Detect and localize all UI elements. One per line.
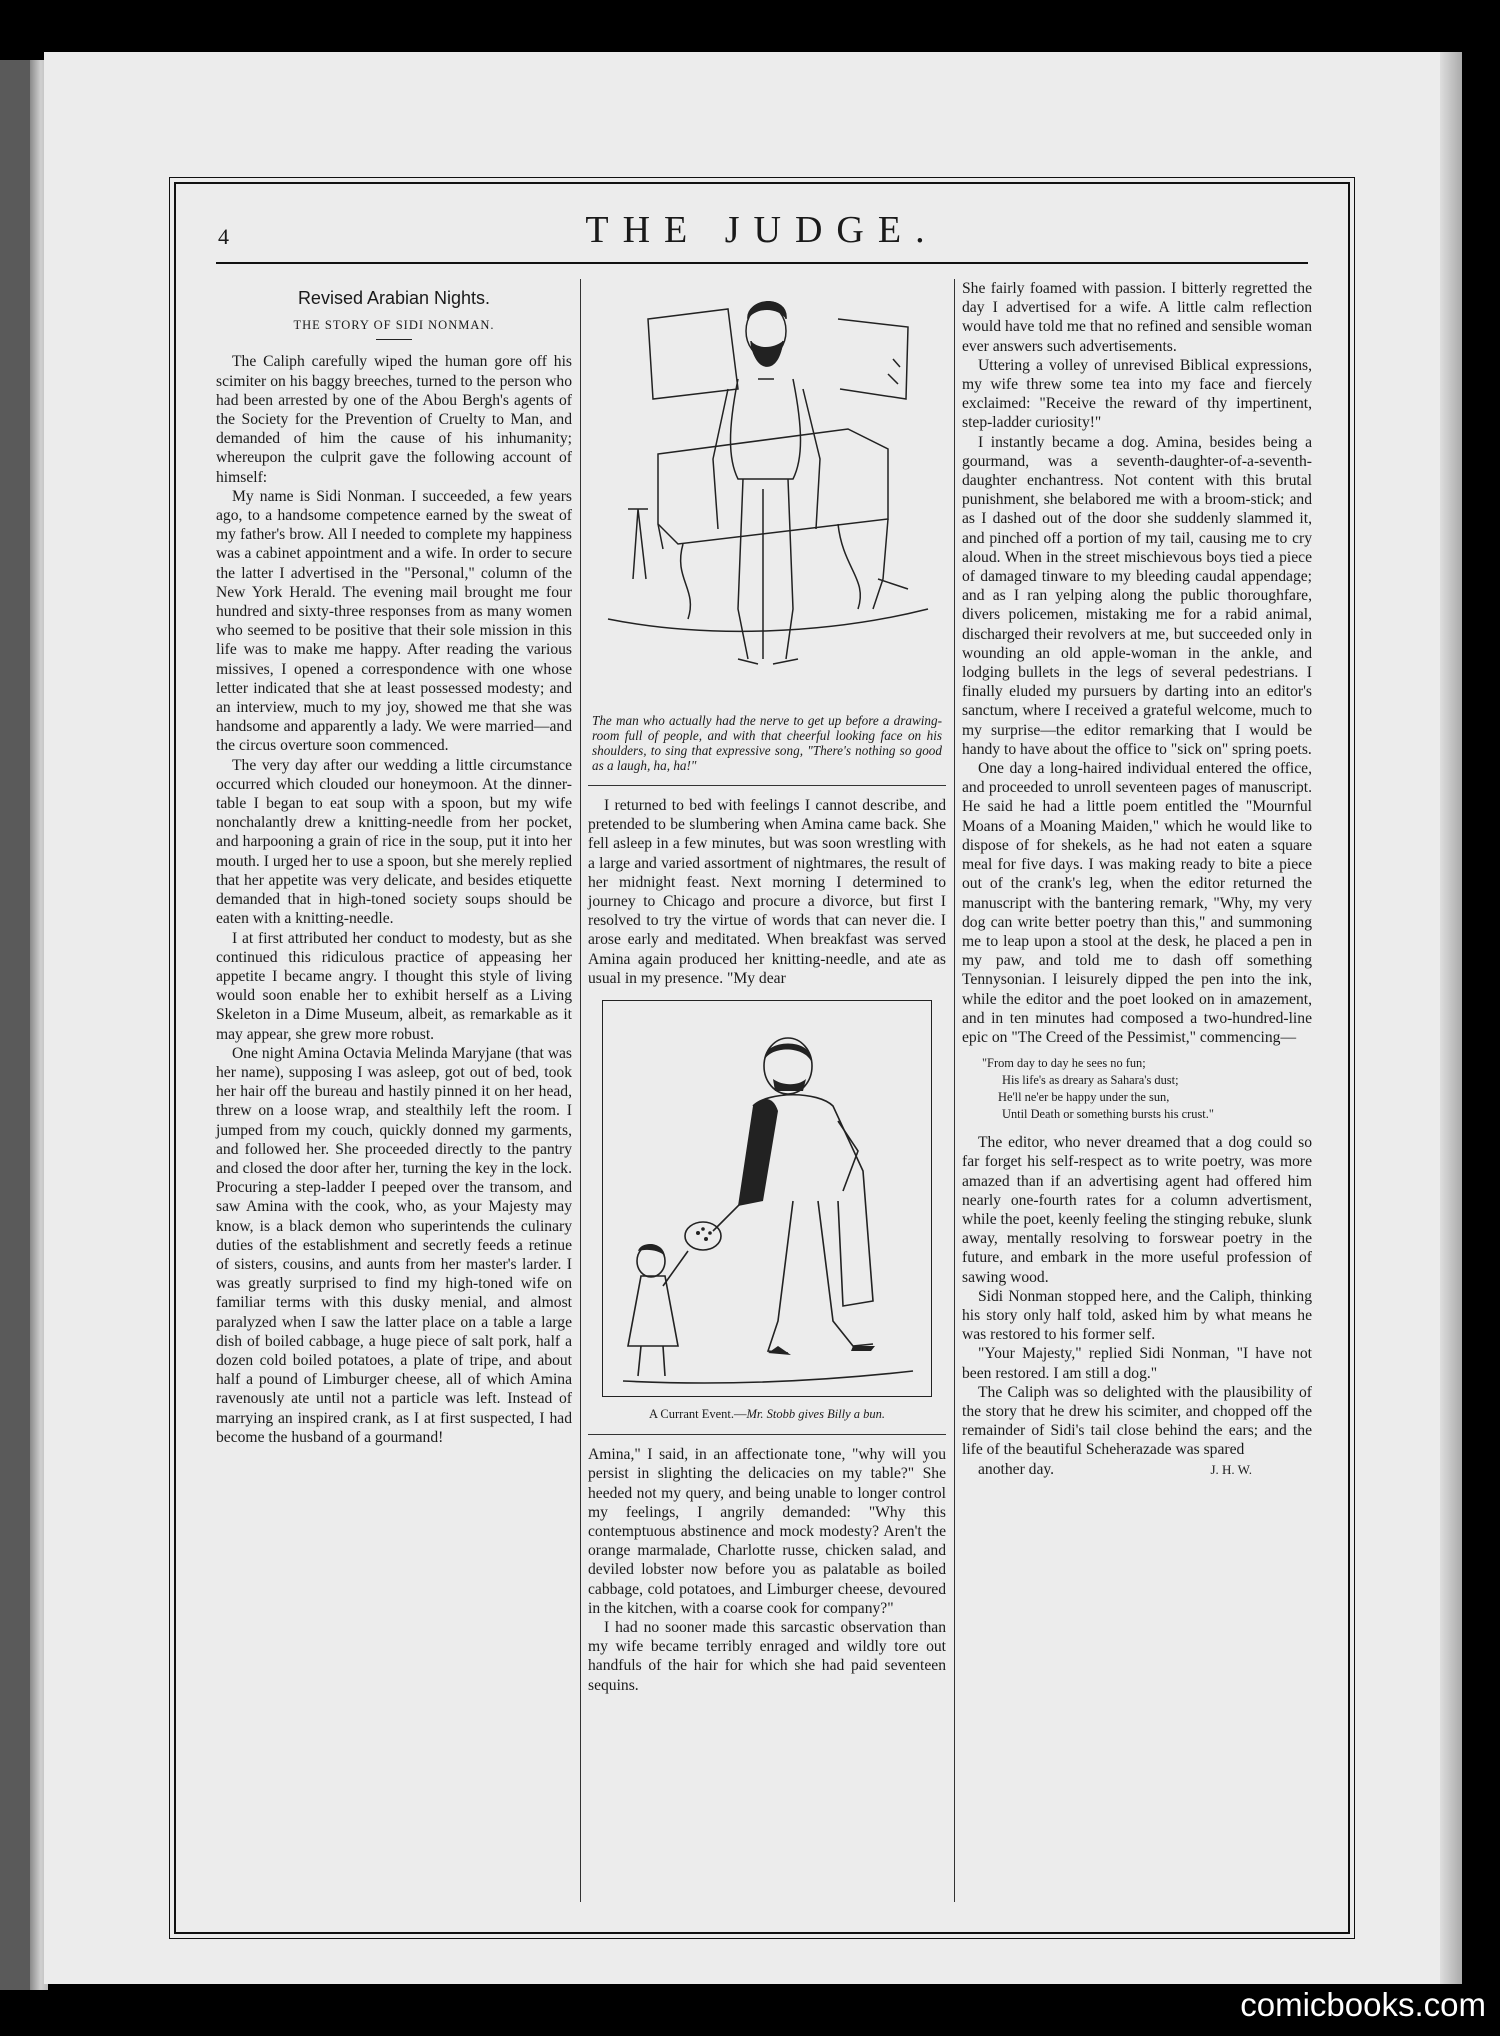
paragraph: One night Amina Octavia Melinda Maryjane (that was her name), supposing I was asleep, got out of bed, took her hair off the bureau and hastily pinned it on her head, threw on a loose wrap, and stealthily left the room. I jumped from my couch, quickly donned my garments, and followed her. She proceeded directly to the pantry and closed the door after her, turning the key in the lock. Procuring a step-ladder I peeped over the transom, and saw Amina with the cook, who, as your Majesty may know, is a black demon who superintends the culinary duties of the establishment and secretly feeds a retinue of sisters, cousins, and aunts from her master's larder. I was greatly surprised to find my high-toned wife on familiar terms with this dusky menial, and almost paralyzed when I saw the latter place on a table a large dish of boiled cabbage, a huge piece of salt pork, half a dozen cold boiled potatoes, a plate of tripe, and about half a pound of Limburger cheese, all of which Amina ravenously ate until not a particle was left. Instead of marrying an inspired crank, as I at first suspected, I had become the husband of a gourmand! [216, 1044, 572, 1446]
column-3 [962, 279, 1312, 1479]
paragraph: Uttering a volley of unrevised Biblical expressions, my wife threw some tea into my face and fiercely exclaimed: "Receive the reward of thy impertinent, step-ladder curiosity!" [962, 356, 1312, 432]
illustration-caption: The man who actually had the nerve to get up before a drawing-room full of people, and with that cheerful looking face on his shoulders, to sing that expressive song, "There's nothing so good as a laugh, ha, ha!" [592, 713, 942, 773]
paragraph: "Your Majesty," replied Sidi Nonman, "I have not been restored. I am still a dog." [962, 1345, 1312, 1382]
column-rule [954, 279, 955, 1902]
poem-line: "From day to day he sees no fun; [982, 1056, 1146, 1071]
column-1 [216, 279, 572, 1447]
caption-text: Mr. Stobb gives Billy a bun. [746, 1407, 886, 1422]
paragraph: I at first attributed her conduct to modesty, but as she continued this ridiculous practice of appeasing her appetite I became angry. I thought this style of living would soon enable her to exhibit herself as a Living Skeleton in a Dime Museum, albeit, as remarkable as it may appear, she grew more robust. [216, 929, 572, 1043]
paragraph: She fairly foamed with passion. I bitterly regretted the day I advertised for a wife. A little calm reflection would have told me that no refined and sensible woman ever answers such advertisements. [962, 280, 1312, 355]
singer-illustration [588, 279, 946, 711]
paragraph: I had no sooner made this sarcastic observation than my wife became terribly enraged and wildly tore out handfuls of the hair for which she had paid seventeen sequins. [588, 1619, 946, 1694]
title-rule [376, 339, 412, 340]
illustration-singer [588, 279, 946, 711]
poem-line: He'll ne'er be happy under the sun, [998, 1090, 1170, 1105]
column-rule [580, 279, 581, 1902]
watermark: comicbooks.com [1240, 1986, 1486, 2023]
header [176, 184, 1348, 250]
paragraph: I returned to bed with feelings I cannot describe, and pretended to be slumbering when Amina came back. She fell asleep in a few minutes, but was soon wrestling with a large and varied assortment of nightmares, the result of her midnight feast. Next morning I determined to journey to Chicago and procure a divorce, but first I resolved to try the virtue of words that can never die. I arose early and meditated. When breakfast was served Amina again produced her knitting-needle, and ate as usual in my presence. "My dear [588, 797, 946, 987]
paragraph: The editor, who never dreamed that a dog could so far forget his self-respect as to write poetry, was more amazed than if an advertising agent had offered him nearly one-fourth rates for a column advertisment, while the poet, keenly feeling the stinging rebuke, slunk away, mentally resolving to forswear poetry in the future, and embark in the more useful profession of sawing wood. [962, 1134, 1312, 1286]
poem-line: Until Death or something bursts his crust." [1002, 1107, 1214, 1122]
caption-lead: A Currant Event.— [648, 1407, 747, 1422]
section-rule [588, 785, 946, 786]
page [44, 52, 1462, 1984]
column-2 [588, 279, 946, 1695]
closing-text: another day. [978, 1460, 1055, 1478]
poem [982, 1055, 1312, 1123]
section-rule [588, 1434, 946, 1435]
currant-event-illustration [603, 1001, 931, 1396]
paragraph: The Caliph carefully wiped the human gore off his scimiter on his baggy breeches, turned to the person who had been arrested by one of the Abou Bergh's agents of the Society for the Prevention of Cruelty to Man, and demanded of him the cause of his inhumanity; whereupon the culprit gave the following account of himself: [216, 353, 572, 486]
paragraph: Amina," I said, in an affectionate tone, "why will you persist in slighting the delicacies on my table?" She heeded not my query, and being unable to longer control my feelings, I angrily demanded: "Why this contemptuous abstinence and mock modesty? Aren't the orange marmalade, Charlotte russe, chicken salad, and deviled lobster now before you as palatable as boiled cabbage, cold potatoes, and Limburger cheese, devoured in the kitchen, with a coarse cook for company?" [588, 1446, 946, 1617]
closing-line [962, 1460, 1312, 1479]
page-frame [174, 182, 1350, 1934]
paragraph: One day a long-haired individual entered the office, and proceeded to unroll seventeen pages of manuscript. He said he had a little poem entitled the "Mournful Moans of a Moaning Maiden," which he would like to dispose of for shekels, as he had not eaten a square meal for five days. I was making ready to bite a piece out of the crank's leg, when the editor returned the manuscript with the bantering remark, "Why, my very dog can write better poetry than this," and summoning me to leap upon a stool at the desk, he placed a pen in my paw, and told me to dash off something Tennysonian. I leisurely dipped the pen into the ink, while the editor and the poet looked on in amazement, and in ten minutes had composed a two-hundred-line epic on "The Creed of the Pessimist," commencing— [962, 760, 1312, 1046]
paragraph: The very day after our wedding a little circumstance occurred which clouded our honeymoon. At the dinner-table I began to eat soup with a spoon, but my wife nonchalantly drew a knitting-needle from her pocket, and harpooning a grain of rice in the soup, put it into her mouth. I urged her to use a spoon, but she merely replied that her appetite was very delicate, and besides etiquette demanded that in high-toned society soups should be eaten with a knitting-needle. [216, 756, 572, 928]
signature: J. H. W. [1210, 1461, 1252, 1477]
article-title: Revised Arabian Nights. [297, 288, 491, 308]
masthead: THE JUDGE. [585, 209, 939, 251]
illustration-caption-2 [588, 1405, 946, 1424]
article-subtitle: THE STORY OF SIDI NONMAN. [293, 318, 495, 333]
paragraph: I instantly became a dog. Amina, besides being a gourmand, was a seventh-daughter-of-a-seventh-daughter enchantress. Not content with this brutal punishment, she belabored me with a broom-stick; and as I dashed out of the door she suddenly slammed it, and pinched off a portion of my tail, causing me to cry aloud. When in the street mischievous boys tied a piece of damaged tinware to my bleeding caudal appendage; and as I ran yelping along the public thoroughfare, divers policemen, mistaking me for a rabid animal, discharged their revolvers at me, but succeeded only in wounding an old apple-woman in the ankle, and lodging bullets in the legs of several pedestrians. I finally eluded my pursuers by darting into an editor's sanctum, where I received a grateful welcome, much to my surprise—the editor remarking that I would be handy to have about the office to "sick on" spring poets. [962, 433, 1312, 758]
paragraph: Sidi Nonman stopped here, and the Caliph, thinking his story only half told, asked him by what means he was restored to his former self. [962, 1287, 1312, 1344]
poem-line: His life's as dreary as Sahara's dust; [1002, 1073, 1179, 1088]
paragraph: The Caliph was so delighted with the plausibility of the story that he drew his scimiter, and chopped off the remainder of Sidi's tail close behind the ears; and the life of the beautiful Scheherazade was spared [962, 1383, 1312, 1459]
page-number: 4 [218, 224, 229, 249]
illustration-currant-event [602, 1000, 932, 1397]
page-shadow [1440, 52, 1462, 1984]
header-rule [216, 262, 1308, 264]
paragraph: My name is Sidi Nonman. I succeeded, a few years ago, to a handsome competence earned by the sweat of my father's brow. All I needed to complete my happiness was a cabinet appointment and a wife. In order to secure the latter I advertised in the "Personal," column of the New York Herald. The evening mail brought me four hundred and sixty-three responses from as many women who seemed to be positive that their sole mission in this life was to make me happy. After reading the various missives, I opened a correspondence with one whose letter indicated that she at least possessed modesty; and an interview, much to my joy, showed me that she was handsome and apparently a lady. We were married—and the circus overture soon commenced. [216, 487, 572, 755]
